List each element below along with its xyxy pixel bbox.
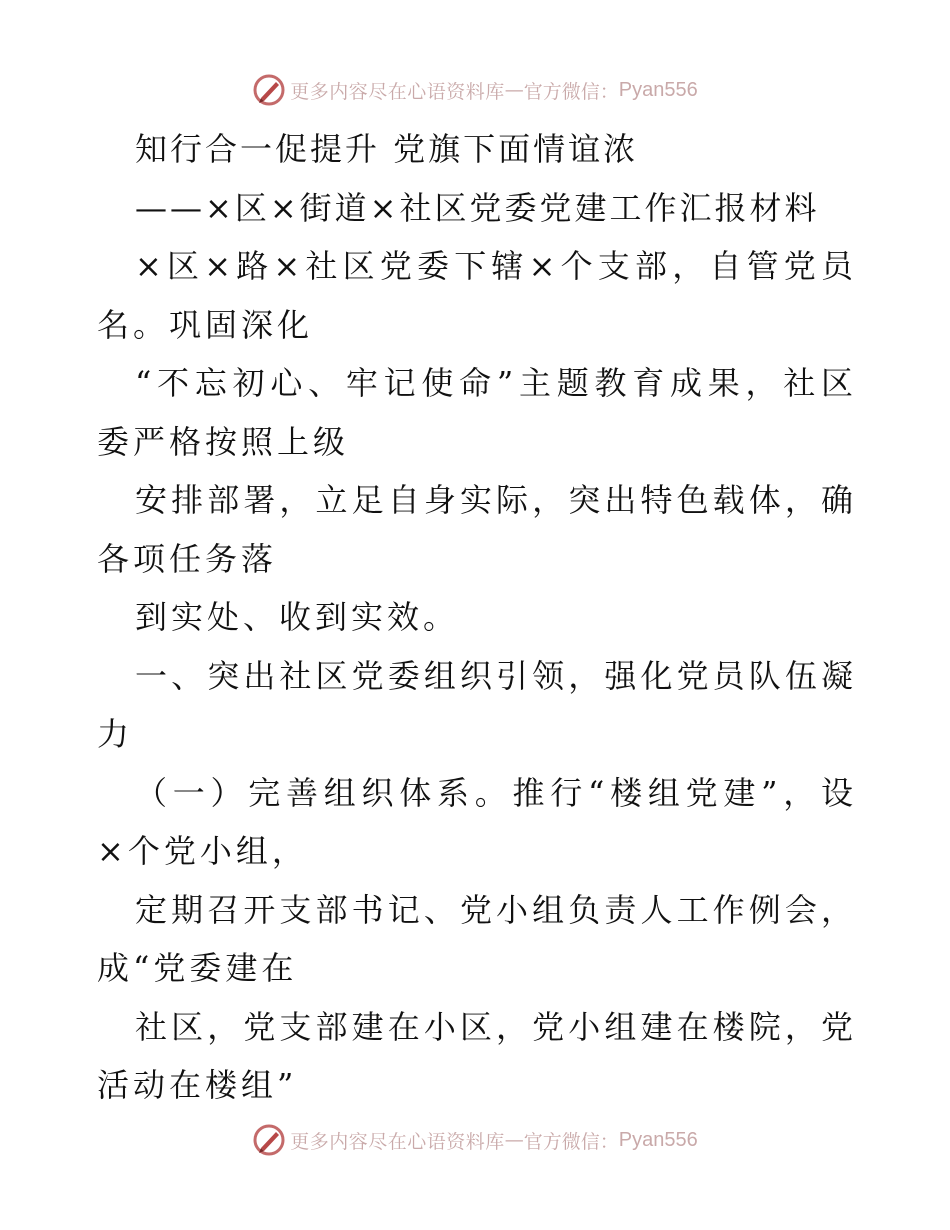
paragraph-line: （一）完善组织体系。推行“楼组党建”，设 bbox=[135, 773, 857, 812]
doc-subtitle: ——×区×街道×社区党委党建工作汇报材料 bbox=[135, 188, 820, 227]
paragraph-line: “不忘初心、牢记使命”主题教育成果，社区 bbox=[135, 364, 857, 402]
paragraph-line: 到实处、收到实效。 bbox=[135, 598, 460, 636]
paragraph-line: 成“党委建在 bbox=[97, 949, 298, 987]
paragraph-line: 社区，党支部建在小区，党小组建在楼院，党 bbox=[135, 1007, 857, 1046]
paragraph-line: ×个党小组， bbox=[97, 832, 308, 870]
banner-label: 官方微信： bbox=[523, 1130, 619, 1153]
paragraph-line: 活动在楼组” bbox=[97, 1066, 298, 1104]
doc-title: 知行合一促提升 党旗下面情谊浓 bbox=[135, 130, 639, 168]
paragraph-line: 各项任务落 bbox=[97, 539, 278, 578]
pen-logo-icon bbox=[252, 1123, 286, 1157]
document-body bbox=[97, 120, 857, 1115]
banner-dash: — bbox=[504, 1129, 524, 1151]
section-heading-cont: 力 bbox=[97, 715, 134, 753]
paragraph-line: 安排部署，立足自身实际，突出特色载体，确 bbox=[135, 481, 857, 519]
section-heading: 一、突出社区党委组织引领，强化党员队伍凝 bbox=[135, 656, 857, 695]
banner-text: 更多内容尽在心语资料库 bbox=[290, 80, 505, 103]
paragraph-line: 名。巩固深化 bbox=[97, 305, 314, 344]
footer-banner bbox=[0, 1120, 950, 1160]
paragraph-line: ×区×路×社区党委下辖×个支部，自管党员 bbox=[135, 247, 857, 285]
pen-logo-icon bbox=[252, 73, 286, 107]
banner-wechat-id: Pyan556 bbox=[618, 1128, 698, 1151]
header-banner bbox=[0, 70, 950, 110]
banner-wechat-id: Pyan556 bbox=[618, 78, 698, 101]
paragraph-line: 定期召开支部书记、党小组负责人工作例会， bbox=[135, 890, 857, 929]
banner-dash: — bbox=[504, 79, 524, 101]
banner-text: 更多内容尽在心语资料库 bbox=[290, 1130, 505, 1153]
paragraph-line: 委严格按照上级 bbox=[97, 422, 350, 461]
banner-label: 官方微信： bbox=[523, 80, 619, 103]
